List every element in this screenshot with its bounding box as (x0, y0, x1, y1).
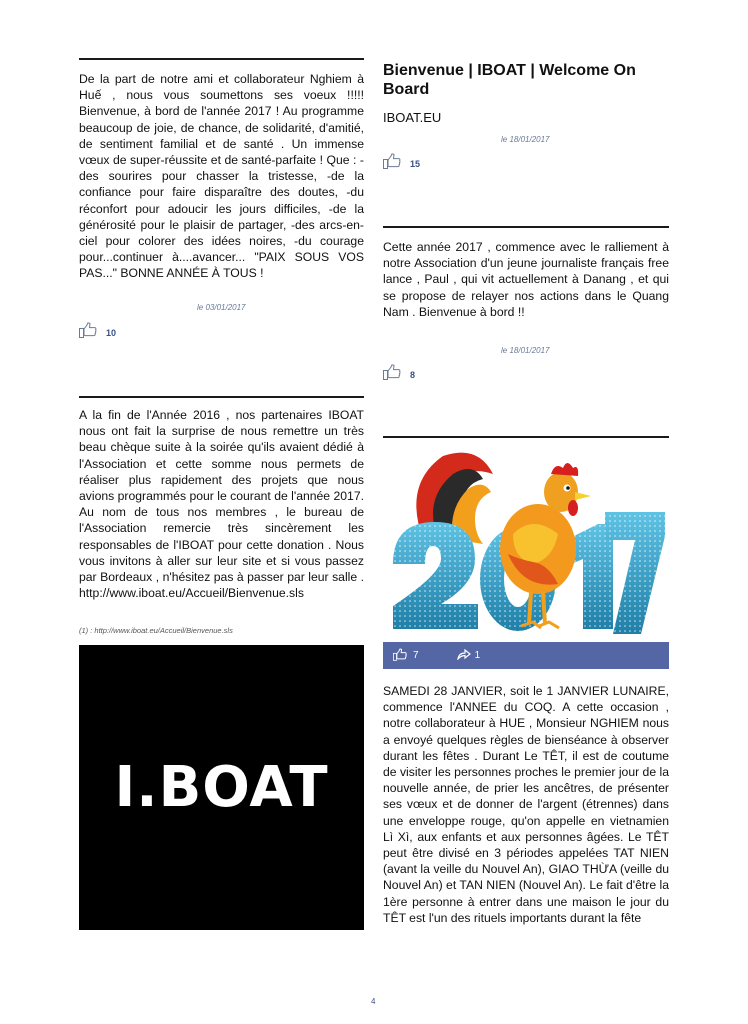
post-date: le 18/01/2017 (501, 346, 550, 355)
post-text: Cette année 2017 , commence avec le ralliement à notre Association d'un jeune journaliste français free lance , Paul , qui vit actuellement à Danang , et qui se propose de relayer nos actions dans le Quang Nam . Bienvenue à bord !! (383, 240, 669, 319)
thumbs-up-icon (383, 364, 401, 385)
like-count: 10 (106, 327, 117, 338)
like-button[interactable] (79, 322, 116, 343)
separator-rule (79, 58, 364, 60)
thumbs-up-icon (79, 322, 97, 343)
like-button[interactable] (383, 364, 415, 385)
social-action-bar (383, 642, 669, 669)
post-source: IBOAT.EU (383, 110, 442, 125)
like-button[interactable] (383, 153, 420, 174)
rooster-2017-image (383, 444, 669, 642)
share-icon (457, 648, 471, 663)
share-button[interactable] (457, 648, 481, 663)
post-date: le 03/01/2017 (197, 303, 246, 312)
footnote-link[interactable]: (1) : http://www.iboat.eu/Accueil/Bienvenue.sls (79, 626, 233, 635)
like-count: 15 (410, 158, 421, 169)
separator-rule (383, 436, 669, 438)
iboat-logo-image (79, 645, 364, 930)
like-button[interactable] (393, 648, 419, 664)
like-count: 7 (413, 650, 419, 661)
share-count: 1 (474, 650, 481, 661)
separator-rule (383, 226, 669, 228)
page-number: 4 (371, 997, 376, 1006)
post-title[interactable]: Bienvenue | IBOAT | Welcome On Board (383, 62, 636, 98)
iboat-logo-text: I.BOAT (114, 755, 329, 820)
separator-rule (79, 396, 364, 398)
post-text: SAMEDI 28 JANVIER, soit le 1 JANVIER LUNAIRE, commence l'ANNEE du COQ. A cette occasion , notre collaborateur à HUE , Monsieur NGHIEM nous a envoyé quelques règles de bienséance à observer durant les fêtes . Durant Le TÊT, il est de coutume de visiter les personnes proches le premier jour de la nouvelle année, de prier les ancêtres, de présenter ses vœux et de donner de l'argent (étrennes) dans une enveloppe rouge, qu'on appelle en vietnamien Lì Xì, aux enfants et aux personnes âgées. Le TÊT peut être divisé en 3 périodes appelées TAT NIEN (avant la veille du Nouvel An), GIAO THỪA (veille du Nouvel An) et TAN NIEN (Nouvel An). Le fait d'être la 1ère personne à entrer dans une maison le jour du TÊT est l'un des rituels importants durant la fête (383, 684, 669, 925)
thumbs-up-icon (383, 153, 401, 174)
post-text: De la part de notre ami et collaborateur Nghiem à Huế , nous vous soumettons ses voeux !!!!! Bienvenue, à bord de l'année 2017 ! Au programme beaucoup de joie, de chance, de solidarité, d'amitié, de sentiment familial et de santé . Un immense vœux de super-réussite et de santé-parfaite ! Que : -des sourires pour chasser la tristesse, -de la confiance pour faire disparaître des doutes, -du réconfort pour adoucir les jours difficiles, -de la générosité pour le plaisir de partager, -des arcs-en-ciel pour colorer des idées noires, -du courage pour...continuer à....avancer... "PAIX SOUS VOS PAS..." BONNE ANNÉE À TOUS ! (79, 72, 364, 281)
like-count: 8 (410, 369, 416, 380)
post-text: A la fin de l'Année 2016 , nos partenaires IBOAT nous ont fait la surprise de nous remettre un très beau chèque suite à la soirée qu'ils avaient dédié à l'Association et cette somme nous permets de réaliser plus rapidement des projets que nous avions programmés pour le courant de l'année 2017. Au nom de tous nos membres , le bureau de l'Association remercie très sincèrement les responsables de l'IBOAT pour cette donation . Nous vous invitons à aller sur leur site et si vous passez par Bordeaux , n'hésitez pas à passer par leur salle . http://www.iboat.eu/Accueil/Bienvenue.sls (79, 408, 364, 601)
thumbs-up-icon (393, 648, 407, 664)
post-date: le 18/01/2017 (501, 135, 550, 144)
